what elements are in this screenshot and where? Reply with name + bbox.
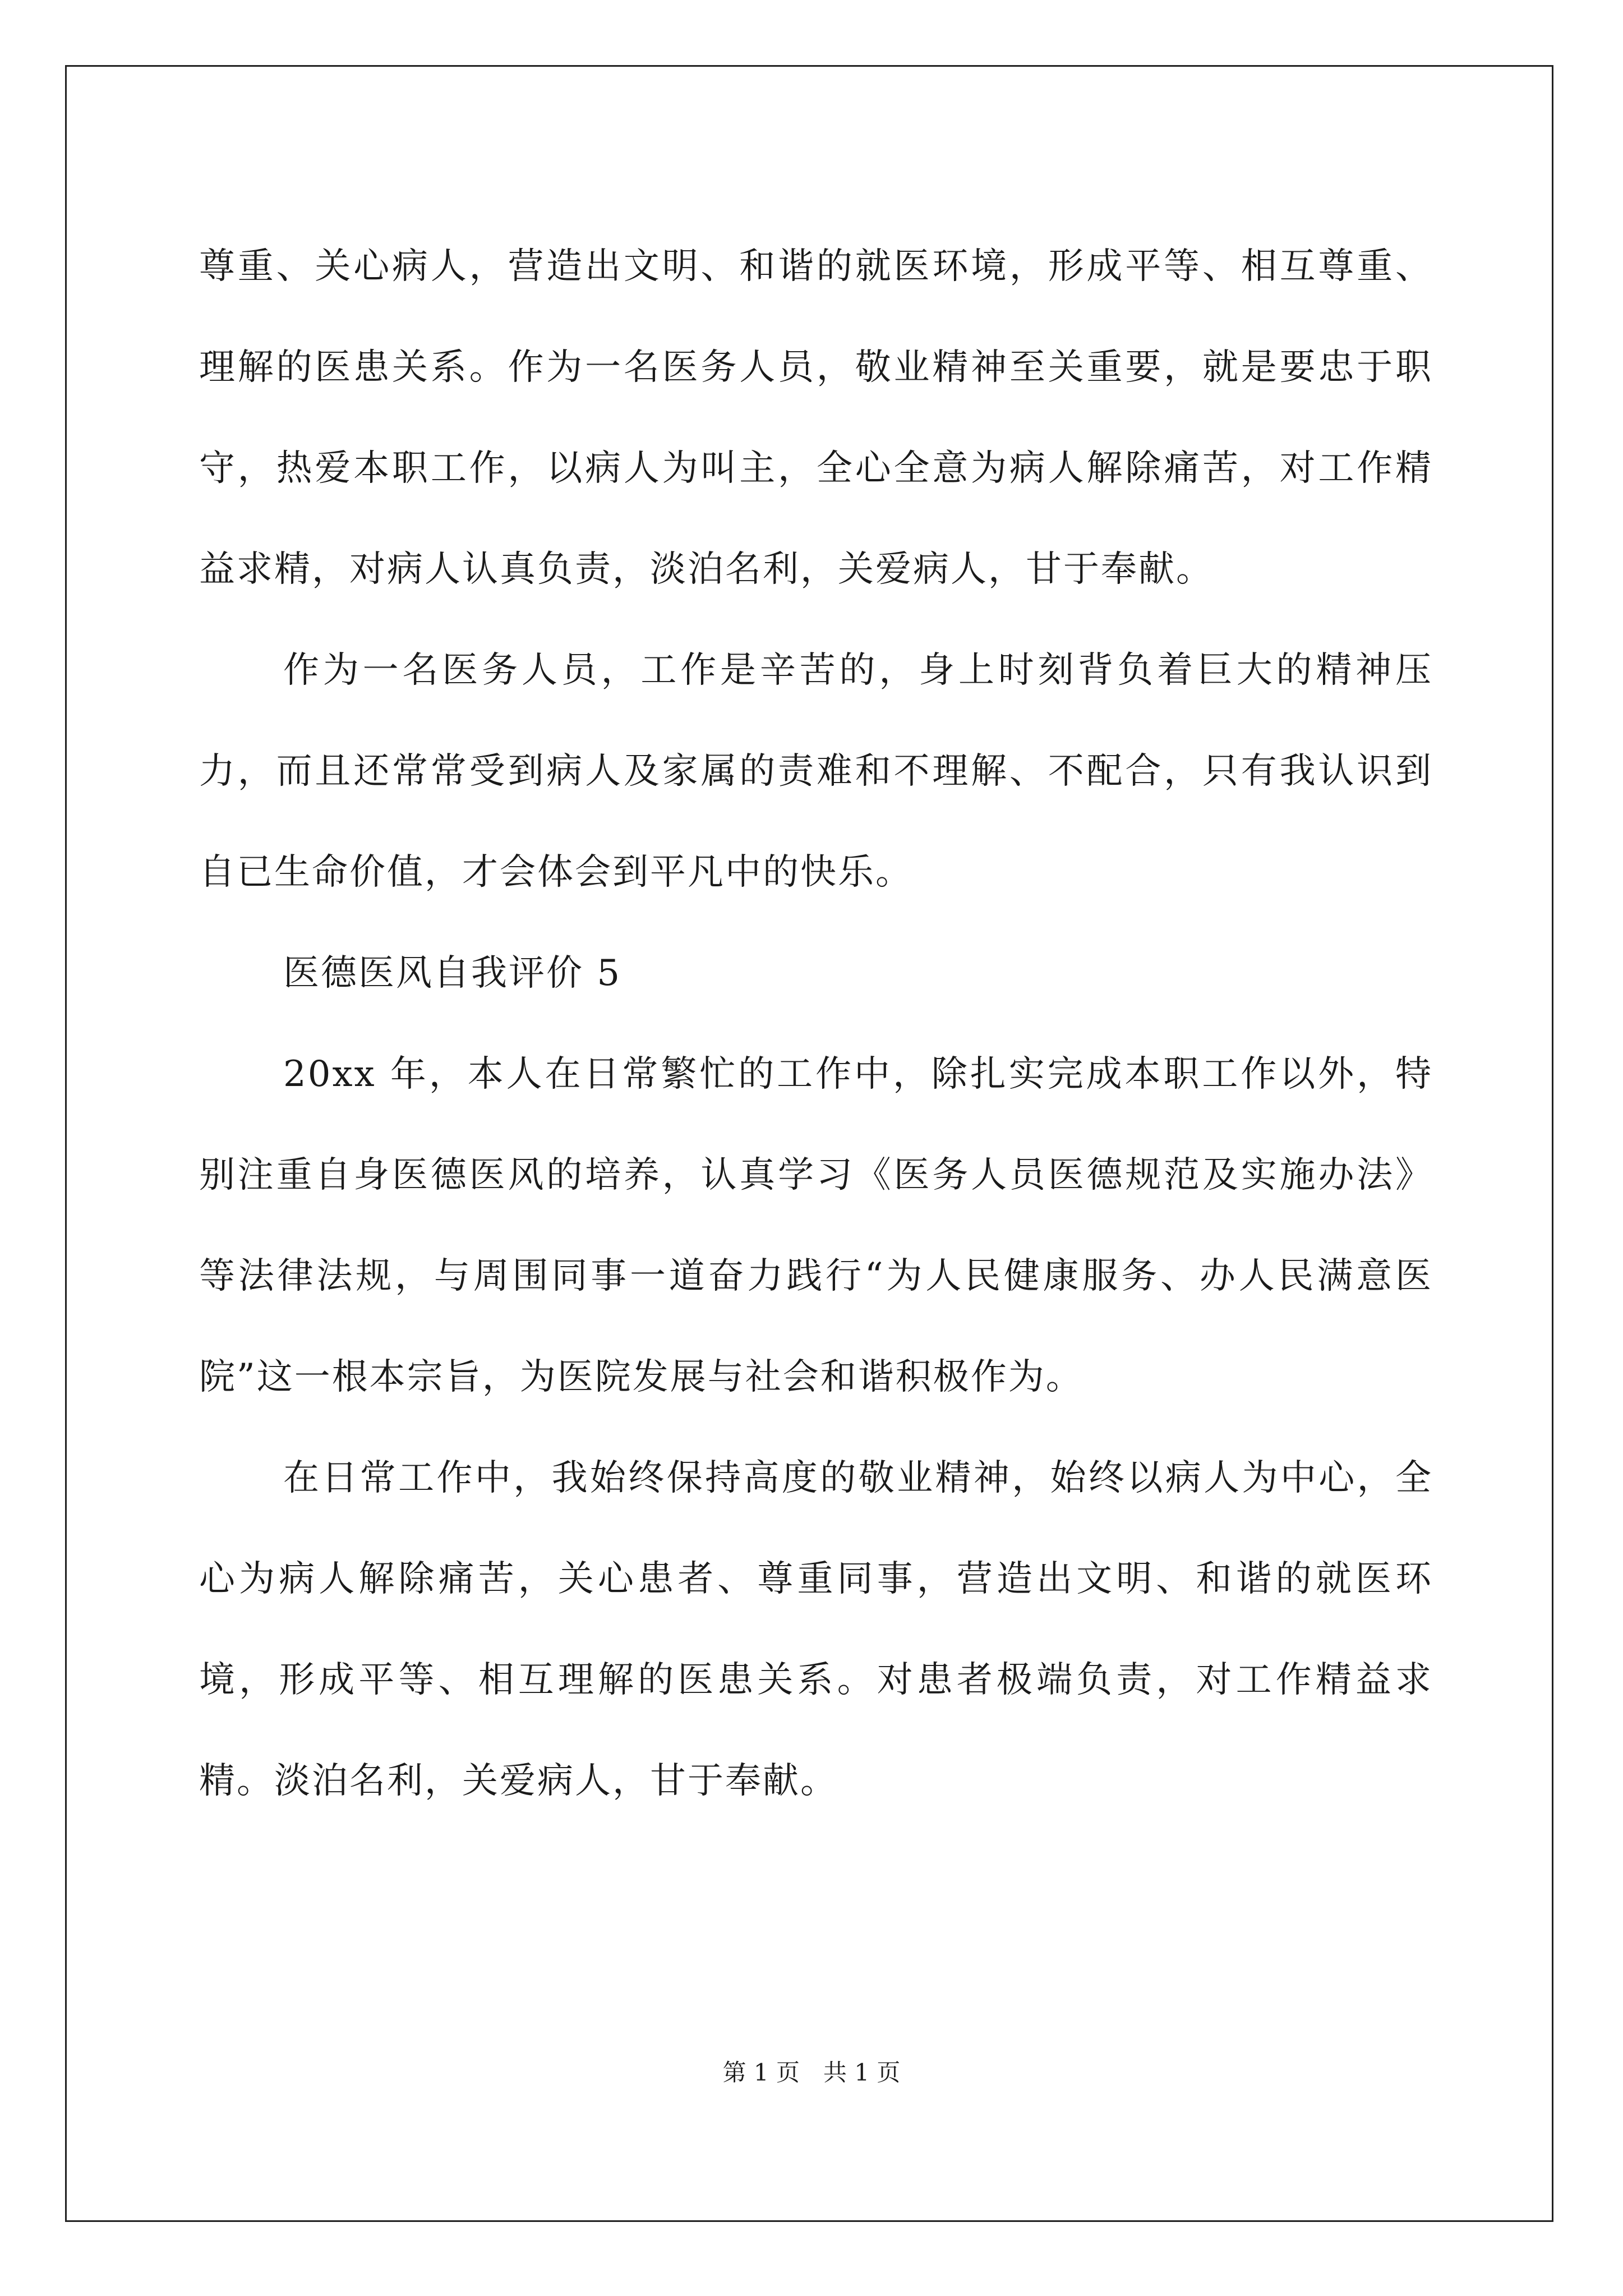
paragraph-1: 尊重、关心病人，营造出文明、和谐的就医环境，形成平等、相互尊重、理解的医患关系。作为一名医务人员，敬业精神至关重要，就是要忠于职守，热爱本职工作，以病人为叫主，全心全意为病人解除痛苦，对工作精益求精，对病人认真负责，淡泊名利，关爱病人，甘于奉献。 (199, 246, 1433, 590)
page-number-footer: 第 1 页 共 1 页 (722, 2059, 901, 2086)
paragraph-2: 作为一名医务人员，工作是辛苦的，身上时刻背负着巨大的精神压力，而且还常常受到病人及家属的责难和不理解、不配合，只有我认识到自已生命价值，才会体会到平凡中的快乐。 (199, 650, 1433, 893)
paragraph-4: 在日常工作中，我始终保持高度的敬业精神，始终以病人为中心，全心为病人解除痛苦，关心患者、尊重同事，营造出文明、和谐的就医环境，形成平等、相互理解的医患关系。对患者极端负责，对工作精益求精。淡泊名利，关爱病人，甘于奉献。 (199, 1457, 1433, 1802)
document-body (199, 216, 1433, 1832)
section-heading: 医德医风自我评价 5 (283, 953, 622, 994)
paragraph-3: 20xx 年，本人在日常繁忙的工作中，除扎实完成本职工作以外，特别注重自身医德医风的培养，认真学习《医务人员医德规范及实施办法》等法律法规，与周围同事一道奋力践行“为人民健康服务、办人民满意医院”这一根本宗旨，为医院发展与社会和谐积极作为。 (199, 1053, 1433, 1398)
